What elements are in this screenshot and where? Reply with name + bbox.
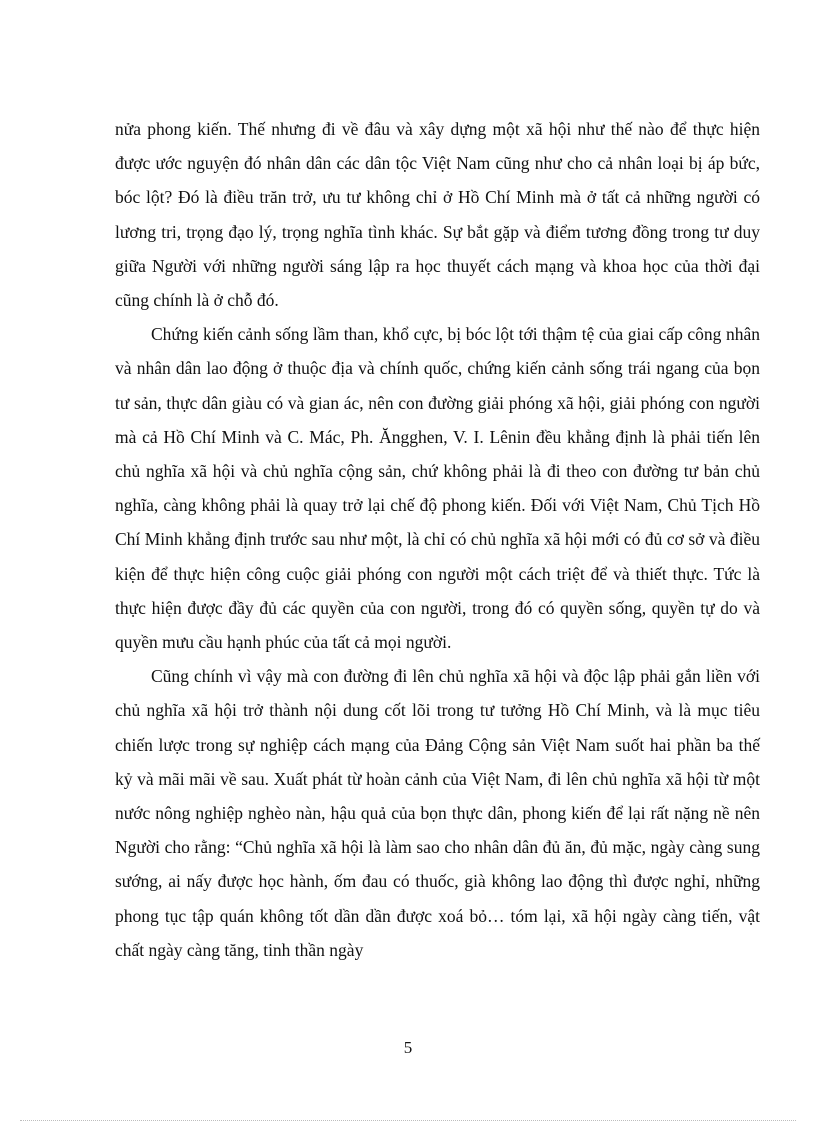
paragraph-3: Cũng chính vì vậy mà con đường đi lên chủ nghĩa xã hội và độc lập phải gắn liền với chủ nghĩa xã hội trở thành nội dung cốt lõi trong tư tưởng Hồ Chí Minh, và là mục tiêu chiến lược trong sự nghiệp cách mạng của Đảng Cộng sản Việt Nam suốt hai phần ba thế kỷ và mãi mãi về sau. Xuất phát từ hoàn cảnh của Việt Nam, đi lên chủ nghĩa xã hội từ một nước nông nghiệp nghèo nàn, hậu quả của bọn thực dân, phong kiến để lại rất nặng nề nên Người cho rằng: “Chủ nghĩa xã hội là làm sao cho nhân dân đủ ăn, đủ mặc, ngày càng sung sướng, ai nấy được học hành, ốm đau có thuốc, già không lao động thì được nghỉ, những phong tục tập quán không tốt dần dần được xoá bỏ… tóm lại, xã hội ngày càng tiến, vật chất ngày càng tăng, tinh thần ngày (115, 666, 760, 960)
paragraph-2: Chứng kiến cảnh sống lầm than, khổ cực, bị bóc lột tới thậm tệ của giai cấp công nhân và nhân dân lao động ở thuộc địa và chính quốc, chứng kiến cảnh sống trái ngang của bọn tư sản, thực dân giàu có và gian ác, nên con đường giải phóng xã hội, giải phóng con người mà cả Hồ Chí Minh và C. Mác, Ph. Ăngghen, V. I. Lênin đều khẳng định là phải tiến lên chủ nghĩa xã hội và chủ nghĩa cộng sản, chứ không phải là đi theo con đường tư bản chủ nghĩa, càng không phải là quay trở lại chế độ phong kiến. Đối với Việt Nam, Chủ Tịch Hồ Chí Minh khẳng định trước sau như một, là chỉ có chủ nghĩa xã hội mới có đủ cơ sở và điều kiện để thực hiện công cuộc giải phóng con người một cách triệt để và thiết thực. Tức là thực hiện được đầy đủ các quyền của con người, trong đó có quyền sống, quyền tự do và quyền mưu cầu hạnh phúc của tất cả mọi người. (115, 324, 760, 653)
body-text (115, 112, 760, 967)
paragraph-1: nửa phong kiến. Thế nhưng đi về đâu và xây dựng một xã hội như thế nào để thực hiện được ước nguyện đó nhân dân các dân tộc Việt Nam cũng như cho cả nhân loại bị áp bức, bóc lột? Đó là điều trăn trở, ưu tư không chỉ ở Hồ Chí Minh mà ở tất cả những người có lương tri, trọng đạo lý, trọng nghĩa tình khác. Sự bắt gặp và điểm tương đồng trong tư duy giữa Người với những người sáng lập ra học thuyết cách mạng và khoa học của thời đại cũng chính là ở chỗ đó. (115, 119, 760, 311)
bottom-rule (20, 1120, 796, 1121)
page-number: 5 (403, 1038, 413, 1057)
